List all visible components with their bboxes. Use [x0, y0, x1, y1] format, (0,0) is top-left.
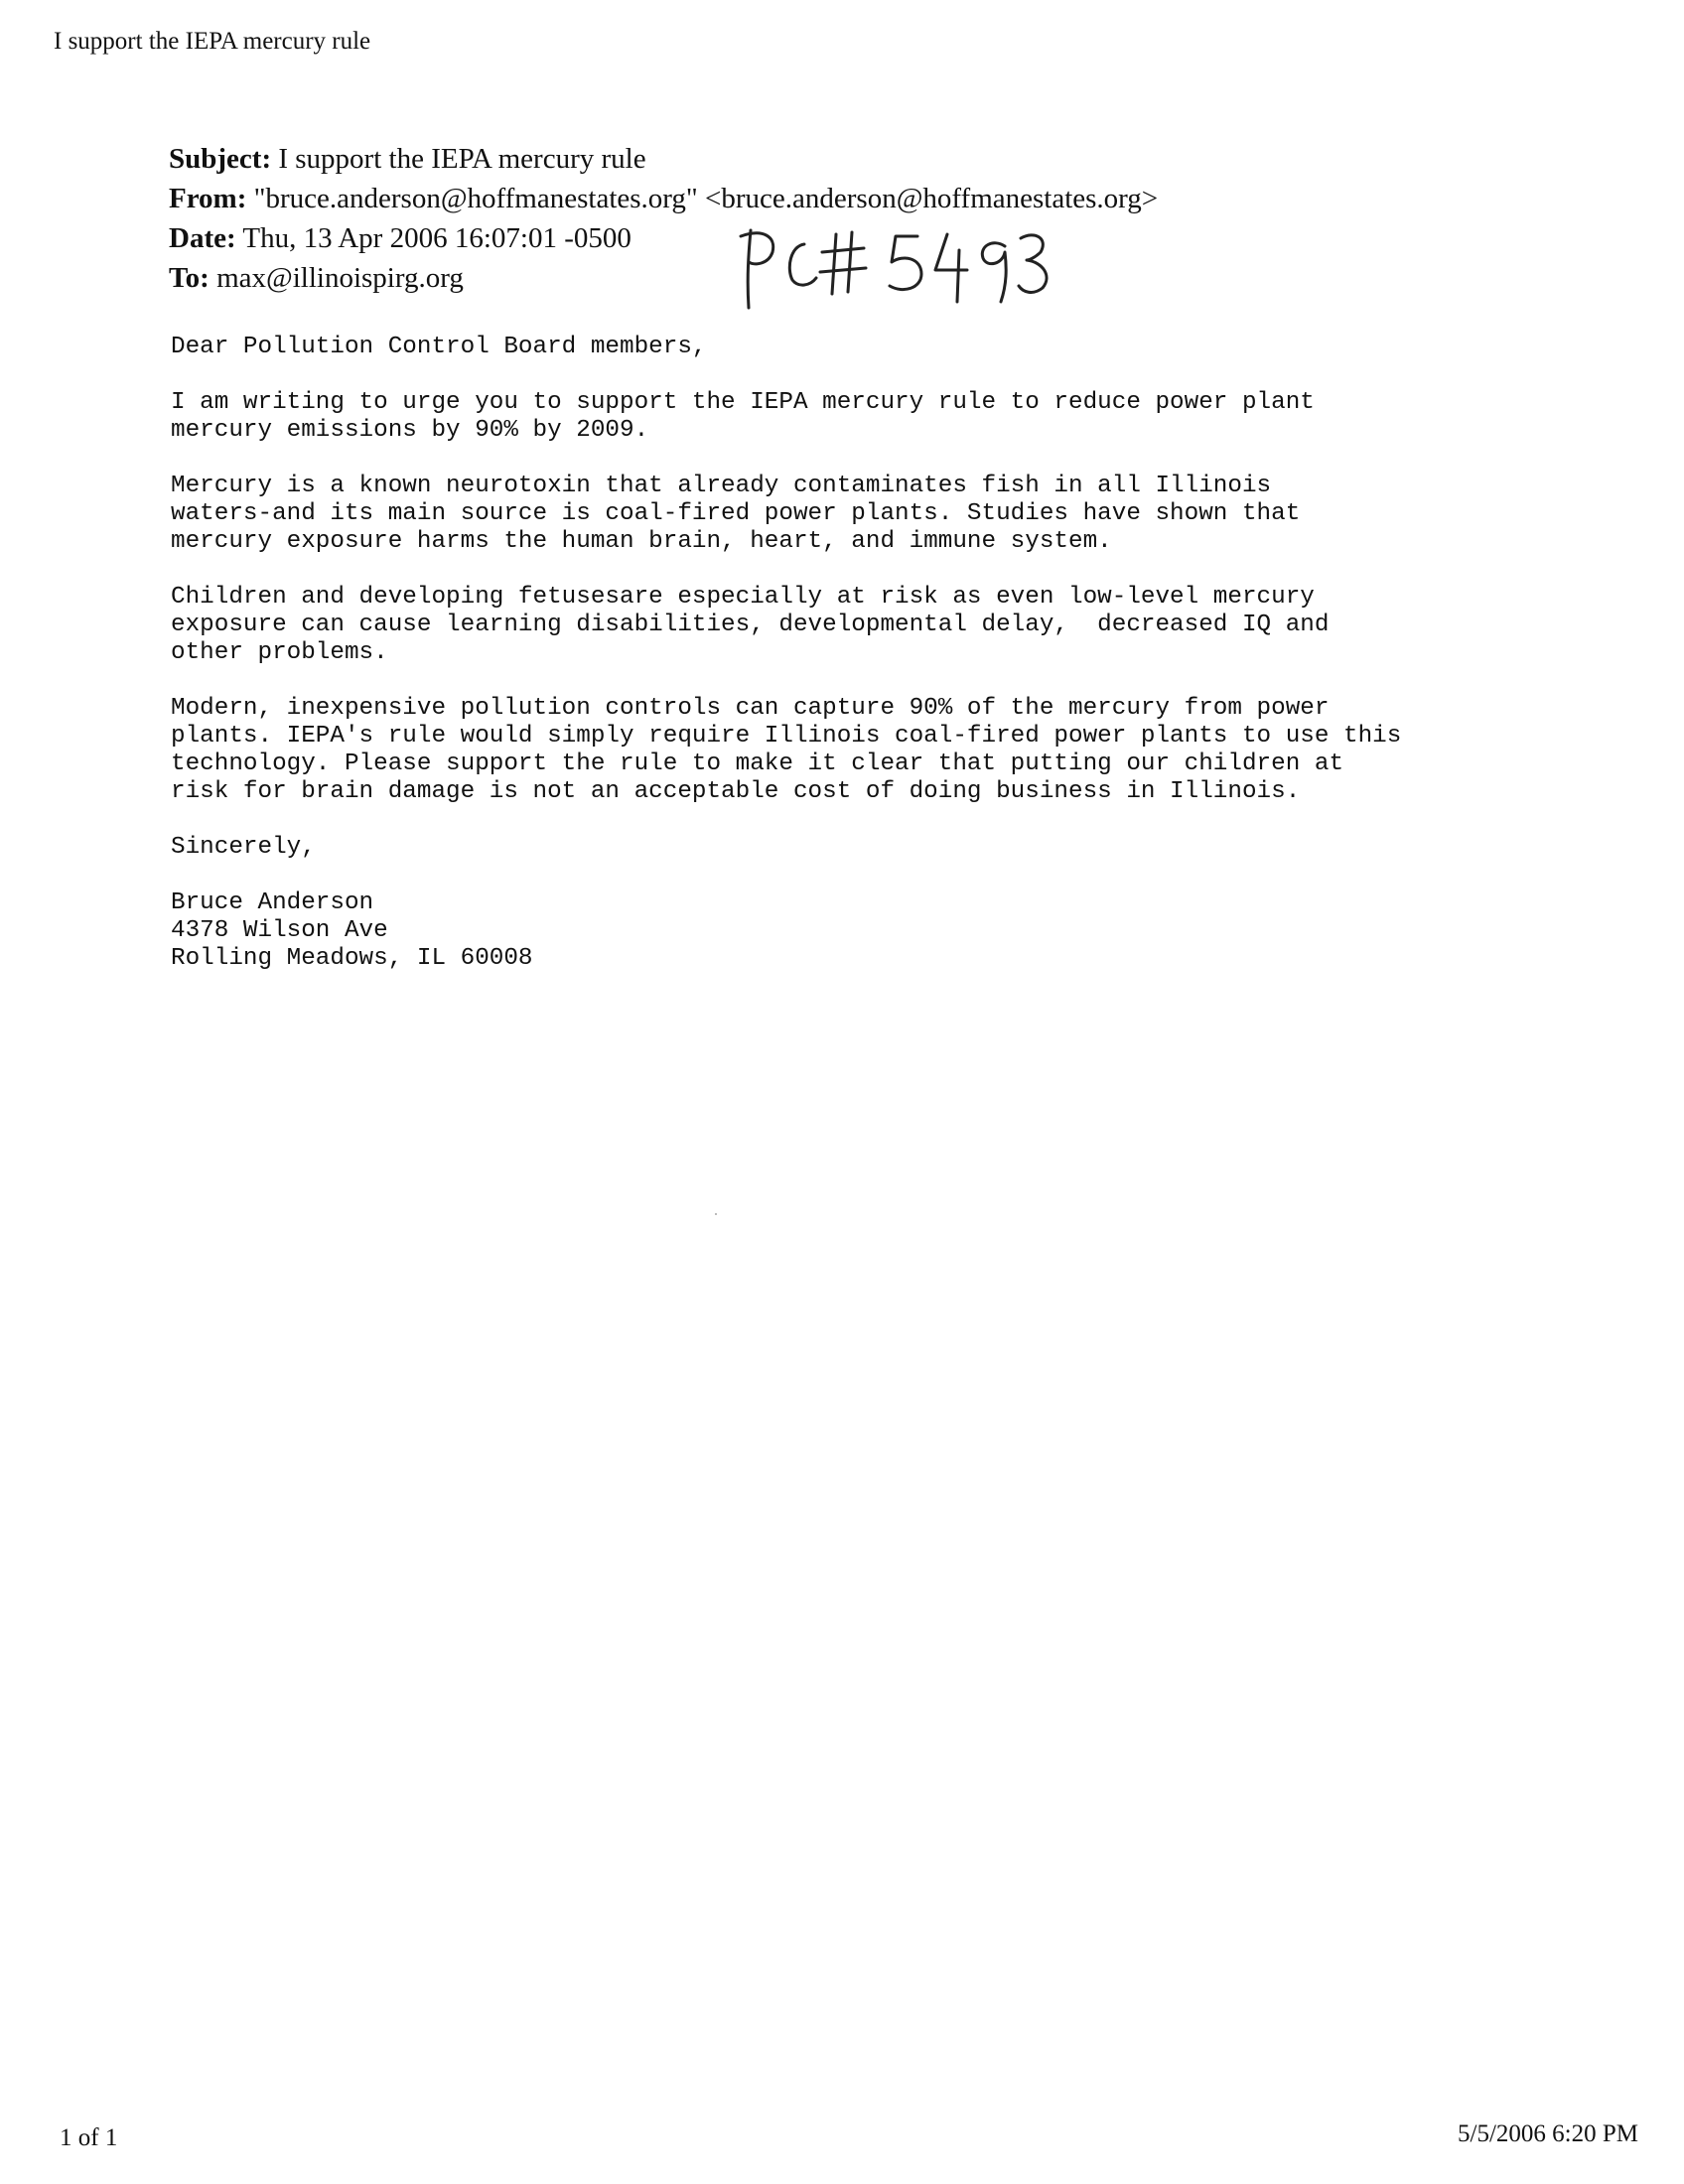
from-value: "bruce.anderson@hoffmanestates.org" <bruce.anderson@hoffmanestates.org>: [253, 183, 1159, 214]
subject-label: Subject:: [169, 143, 272, 175]
from-label: From:: [169, 183, 247, 214]
email-body: [171, 334, 1541, 973]
page-count: 1 of 1: [60, 2124, 118, 2151]
from-line: [169, 179, 1158, 218]
signature-block: [171, 889, 1541, 973]
body-paragraph-4: Modern, inexpensive pollution controls can capture 90% of the mercury from power plants. IEPA's rule would simply require Illinois coal-fired power plants to use this technology. Please support the rule to make it clear that putting our children at risk for brain damage is not an acceptable cost of doing business in Illinois.: [171, 695, 1402, 805]
to-label: To:: [169, 262, 210, 294]
subject-line: [169, 139, 1158, 179]
body-paragraph-2: Mercury is a known neurotoxin that already contaminates fish in all Illinois waters-and its main source is coal-fired power plants. Studies have shown that mercury exposure harms the human brain, heart, and immune system.: [171, 473, 1301, 555]
signature-city: Rolling Meadows, IL 60008: [171, 945, 533, 972]
body-paragraph-1: I am writing to urge you to support the IEPA mercury rule to reduce power plant mercury emissions by 90% by 2009.: [171, 389, 1315, 444]
print-timestamp: 5/5/2006 6:20 PM: [1458, 2120, 1638, 2147]
date-label: Date:: [169, 222, 236, 254]
handwritten-pc-number: [733, 222, 1060, 322]
greeting: Dear Pollution Control Board members,: [171, 334, 707, 360]
signature-street: 4378 Wilson Ave: [171, 917, 388, 944]
page-header-title: I support the IEPA mercury rule: [54, 28, 371, 55]
subject-value: I support the IEPA mercury rule: [278, 143, 646, 175]
closing: Sincerely,: [171, 834, 316, 861]
signature-name: Bruce Anderson: [171, 889, 374, 916]
date-value: Thu, 13 Apr 2006 16:07:01 -0500: [242, 222, 632, 254]
scan-speck: [715, 1213, 717, 1215]
to-value: max@illinoispirg.org: [216, 262, 464, 294]
body-paragraph-3: Children and developing fetusesare especially at risk as even low-level mercury exposure can cause learning disabilities, developmental delay, decreased IQ and other problems.: [171, 584, 1330, 666]
